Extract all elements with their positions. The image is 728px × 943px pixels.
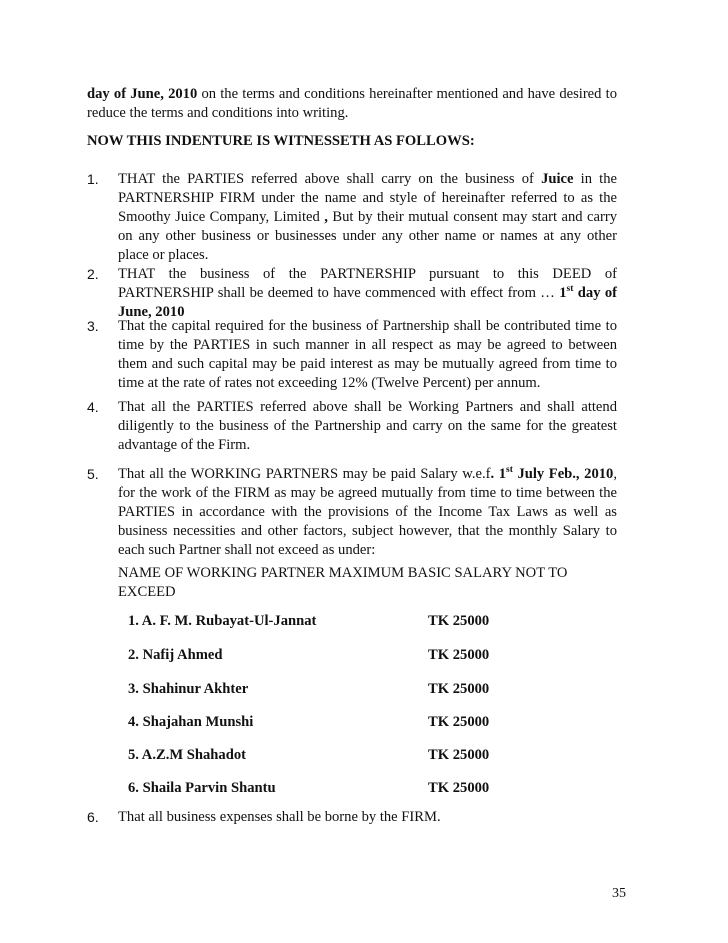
clause-number: 1. xyxy=(87,171,99,187)
partner-name: 4. Shajahan Munshi xyxy=(128,714,254,730)
clause-text: That all the PARTIES referred above shall be Working Partners and shall attend diligently to the business of the Partnership and carry on the same for the greatest advantage of the Firm. xyxy=(118,399,617,453)
page-number: 35 xyxy=(612,886,626,901)
clause-text: That all business expenses shall be borne by the FIRM. xyxy=(118,809,441,825)
partner-name: 3. Shahinur Akhter xyxy=(128,681,249,697)
salary-amount: TK 25000 xyxy=(428,681,490,697)
clause-3 xyxy=(87,317,617,393)
salary-amount: TK 25000 xyxy=(428,747,490,763)
salary-table-heading: NAME OF WORKING PARTNER MAXIMUM BASIC SALARY NOT TO EXCEED xyxy=(118,565,568,600)
clause-text: THAT the business of the PARTNERSHIP pursuant to this DEED of PARTNERSHIP shall be deemed to have commenced with effect from … 1st day of June, 2010 xyxy=(118,266,617,320)
clause-number: 2. xyxy=(87,266,99,282)
section-heading: NOW THIS INDENTURE IS WITNESSETH AS FOLLOWS: xyxy=(87,133,475,149)
partner-name: 2. Nafij Ahmed xyxy=(128,647,223,663)
clause-number: 6. xyxy=(87,809,99,825)
salary-amount: TK 25000 xyxy=(428,647,490,663)
partner-name: 5. A.Z.M Shahadot xyxy=(128,747,246,763)
clause-text: That the capital required for the business of Partnership shall be contributed time to time by the PARTIES in such manner in all respect as may be agreed to between them and such capital may be paid interest as may be mutually agreed from time to time at the rate of rates not exceeding 12% (Twelve Percent) per annum. xyxy=(118,318,617,391)
intro-paragraph xyxy=(87,85,617,123)
clause-4 xyxy=(87,398,617,455)
clause-text: THAT the PARTIES referred above shall carry on the business of Juice in the PARTNERSHIP FIRM under the name and style of hereinafter referred to as the Smoothy Juice Company, Limited , But by their mutual consent may start and carry on any other business or businesses under any other name or names at any other place or places. xyxy=(118,171,617,263)
intro-text: on the terms and conditions hereinafter mentioned and have desired to reduce the terms and conditions into writing. xyxy=(87,86,617,121)
clause-number: 5. xyxy=(87,466,99,482)
clause-2 xyxy=(87,265,617,322)
clause-6 xyxy=(87,808,617,827)
clause-number: 3. xyxy=(87,318,99,334)
salary-amount: TK 25000 xyxy=(428,714,490,730)
salary-amount: TK 25000 xyxy=(428,780,490,796)
intro-date: day of June, 2010 xyxy=(87,86,198,102)
partner-name: 1. A. F. M. Rubayat-Ul-Jannat xyxy=(128,613,317,629)
clause-1 xyxy=(87,170,617,265)
clause-text: That all the WORKING PARTNERS may be paid Salary w.e.f. 1st July Feb., 2010, for the work of the FIRM as may be agreed mutually from time to time between the PARTIES in accordance with the provisions of the Income Tax Laws as well as business necessities and other factors, subject however, that the monthly Salary to each such Partner shall not exceed as under: xyxy=(118,465,617,558)
clause-5 xyxy=(87,465,617,560)
salary-amount: TK 25000 xyxy=(428,613,490,629)
clause-number: 4. xyxy=(87,399,99,415)
partner-name: 6. Shaila Parvin Shantu xyxy=(128,780,276,796)
